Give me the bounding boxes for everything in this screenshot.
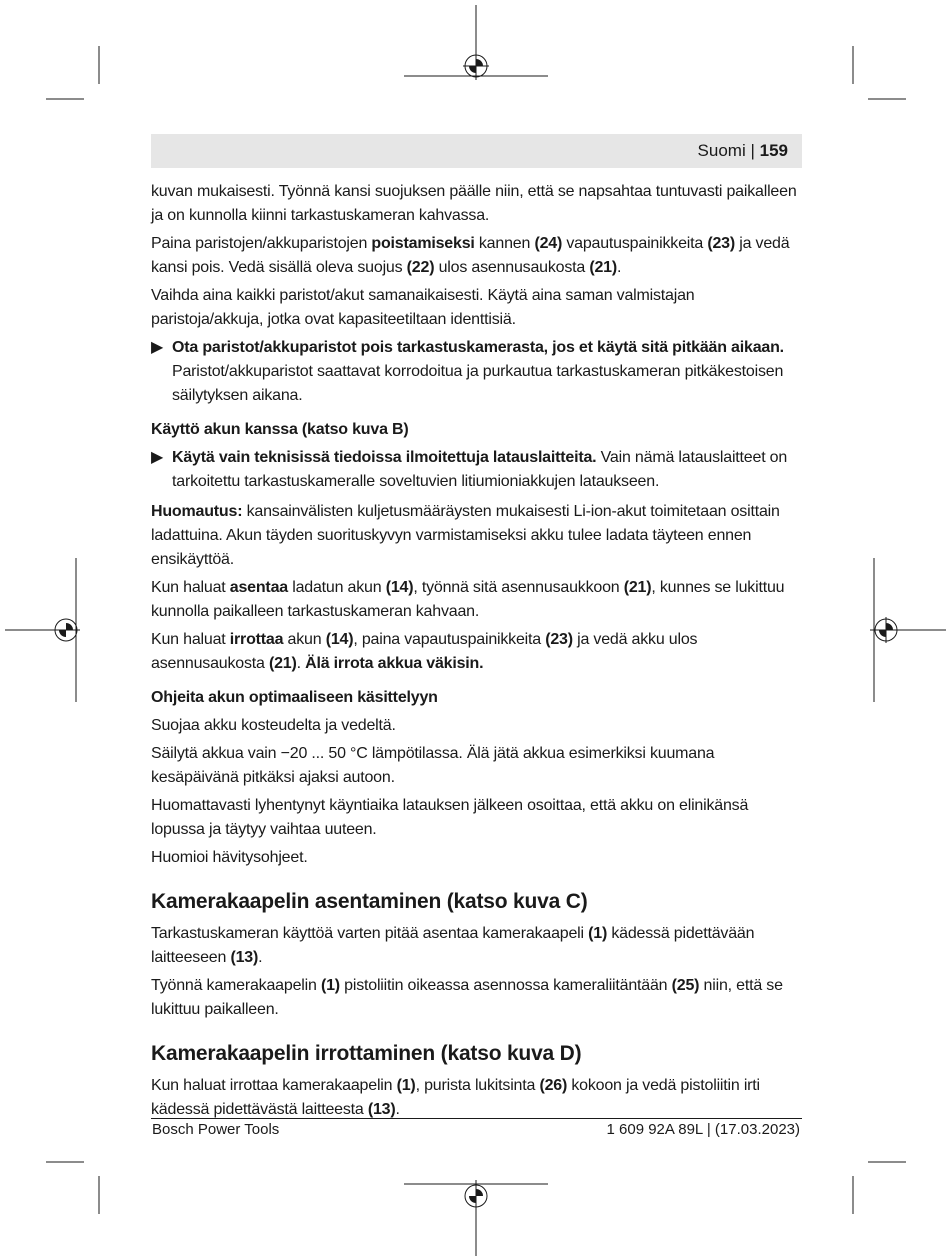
- text-run: Kun haluat: [151, 579, 230, 596]
- ref-number: (1): [588, 925, 608, 942]
- text-run: kannen: [474, 235, 535, 252]
- text-run: .: [617, 259, 622, 276]
- text-run: Vain nämä latauslaitteet on tarkoitettu tarkastuskameralle soveltuvien litiumioniakkujen lataukseen.: [172, 449, 788, 490]
- subheading: Käyttö akun kanssa (katso kuva B): [151, 421, 409, 438]
- text-run: , paina vapautuspainikkeita: [353, 631, 546, 648]
- text-run: akun: [283, 631, 326, 648]
- ref-number: (13): [230, 949, 259, 966]
- bold-run: poistamiseksi: [371, 235, 475, 252]
- triangle-bullet-icon: ▶: [151, 449, 164, 466]
- ref-number: (26): [539, 1077, 568, 1094]
- warning-bullet: [151, 446, 805, 494]
- text-run: Kun haluat irrottaa kamerakaapelin: [151, 1077, 397, 1094]
- section-heading: Kamerakaapelin asentaminen (katso kuva C): [151, 890, 588, 913]
- subheading: Ohjeita akun optimaaliseen käsittelyyn: [151, 689, 438, 706]
- ref-number: (23): [545, 631, 573, 648]
- ref-number: (21): [268, 655, 297, 672]
- footer-doc-id: 1 609 92A 89L | (17.03.2023): [606, 1121, 800, 1138]
- text-run: Tarkastuskameran käyttöä varten pitää asentaa kamerakaapeli: [151, 925, 589, 942]
- ref-number: (1): [396, 1077, 416, 1094]
- text-run: Paina paristojen/akkuparistojen: [151, 235, 372, 252]
- page-number: 159: [759, 141, 788, 160]
- paragraph: [151, 1074, 805, 1122]
- paragraph: [151, 232, 805, 280]
- text-run: ulos asennusaukosta: [434, 259, 590, 276]
- ref-number: (14): [385, 579, 414, 596]
- paragraph: kuvan mukaisesti. Työnnä kansi suojuksen päälle niin, että se napsahtaa tuntuvasti paikalleen ja on kunnolla kiinni tarkastuskameran kahvassa.: [151, 183, 797, 224]
- bold-run: Käytä vain teknisissä tiedoissa ilmoitettuja latauslaitteita.: [172, 449, 597, 466]
- text-run: .: [296, 655, 306, 672]
- ref-number: (23): [707, 235, 735, 252]
- bold-run: Huomautus:: [151, 503, 243, 520]
- text-run: ladatun akun: [287, 579, 386, 596]
- page-content: [151, 180, 805, 1126]
- text-run: .: [258, 949, 263, 966]
- paragraph: [151, 922, 805, 970]
- ref-number: (13): [367, 1101, 396, 1118]
- text-run: .: [395, 1101, 400, 1118]
- text-run: kädessä pidettävään laitteeseen: [151, 925, 755, 966]
- text-run: Kun haluat: [151, 631, 230, 648]
- ref-number: (24): [534, 235, 563, 252]
- text-run: ja vedä akku ulos asennusaukosta: [151, 631, 698, 672]
- bold-run: asentaa: [229, 579, 288, 596]
- warning-bullet: [151, 336, 805, 408]
- footer-rule: [151, 1118, 802, 1119]
- running-header: [151, 134, 802, 168]
- text-run: , kunnes se lukittuu kunnolla paikalleen tarkastuskameran kahvaan.: [151, 579, 785, 620]
- text-run: kokoon ja vedä pistoliitin irti kädessä pidettävästä laitteesta: [151, 1077, 760, 1118]
- bold-run: irrottaa: [229, 631, 284, 648]
- ref-number: (14): [325, 631, 354, 648]
- ref-number: (21): [589, 259, 618, 276]
- ref-number: (22): [406, 259, 435, 276]
- text-run: , purista lukitsinta: [415, 1077, 540, 1094]
- paragraph: [151, 576, 805, 624]
- text-run: Työnnä kamerakaapelin: [151, 977, 321, 994]
- bold-run: Ota paristot/akkuparistot pois tarkastuskamerasta, jos et käytä sitä pitkään aikaan.: [172, 339, 784, 356]
- ref-number: (25): [671, 977, 700, 994]
- text-run: , työnnä sitä asennusaukkoon: [413, 579, 624, 596]
- paragraph: Säilytä akkua vain −20 ... 50 °C lämpötilassa. Älä jätä akkua esimerkiksi kuumana kesäpäivänä pitkäksi ajaksi autoon.: [151, 745, 715, 786]
- text-run: ja vedä kansi pois. Vedä sisällä oleva suojus: [151, 235, 790, 276]
- text-run: vapautuspainikkeita: [562, 235, 708, 252]
- paragraph: Huomattavasti lyhentynyt käyntiaika latauksen jälkeen osoittaa, että akku on elinikänsä lopussa ja täytyy vaihtaa uuteen.: [151, 797, 749, 838]
- header-language: Suomi: [697, 141, 746, 160]
- paragraph: [151, 628, 805, 676]
- text-run: pistoliitin oikeassa asennossa kameraliitäntään: [339, 977, 672, 994]
- bold-run: Älä irrota akkua väkisin.: [305, 655, 484, 672]
- paragraph: [151, 974, 805, 1022]
- text-run: niin, että se lukittuu paikalleen.: [151, 977, 783, 1018]
- header-text: [698, 141, 788, 161]
- footer-brand: Bosch Power Tools: [152, 1121, 280, 1138]
- section-heading: Kamerakaapelin irrottaminen (katso kuva D): [151, 1042, 582, 1065]
- header-separator: |: [750, 141, 755, 160]
- triangle-bullet-icon: ▶: [151, 339, 164, 356]
- paragraph: Suojaa akku kosteudelta ja vedeltä.: [151, 717, 396, 734]
- ref-number: (21): [623, 579, 652, 596]
- paragraph: Vaihda aina kaikki paristot/akut samanaikaisesti. Käytä aina saman valmistajan paristoja/akkuja, jotka ovat kapasiteetiltaan identtisiä.: [151, 287, 695, 328]
- ref-number: (1): [320, 977, 340, 994]
- text-run: Paristot/akkuparistot saattavat korrodoitua ja purkautua tarkastuskameran pitkäkestoisen säilytyksen aikana.: [172, 363, 784, 404]
- paragraph: Huomioi hävitysohjeet.: [151, 849, 308, 866]
- paragraph: [151, 500, 805, 572]
- text-run: kansainvälisten kuljetusmääräysten mukaisesti Li-ion-akut toimitetaan osittain ladattuina. Akun täyden suorituskyvyn varmistamiseksi akku tulee ladata täyteen ennen ensikäyttöä.: [151, 503, 780, 568]
